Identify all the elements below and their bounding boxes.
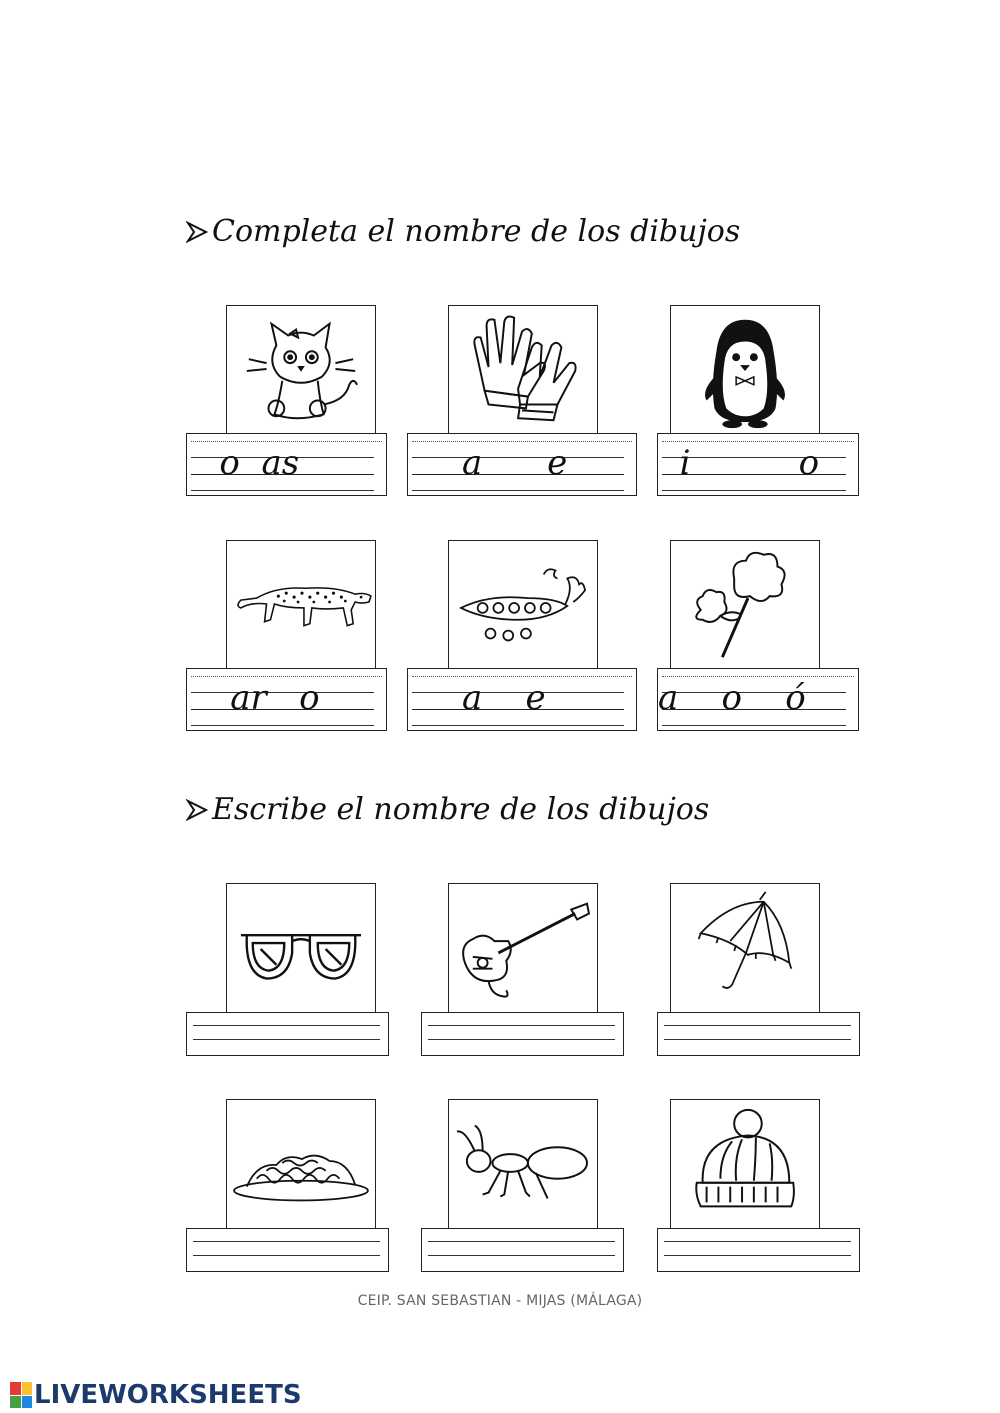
picture-ant xyxy=(448,1099,598,1229)
complete-answer-box-1[interactable] xyxy=(186,433,387,496)
given-letters: a o ó xyxy=(658,678,806,718)
write-answer-box-2[interactable] xyxy=(421,1012,624,1056)
write-answer-box-6[interactable] xyxy=(657,1228,860,1272)
liveworksheets-brand[interactable] xyxy=(10,1380,302,1410)
section-heading-write xyxy=(186,792,709,827)
picture-guitar xyxy=(448,883,598,1013)
picture-spaghetti xyxy=(226,1099,376,1229)
given-letters: o as xyxy=(187,443,300,483)
logo-square xyxy=(22,1396,33,1409)
arrow-bullet-icon xyxy=(186,221,208,243)
picture-penguin xyxy=(670,305,820,435)
heading-text: Completa el nombre de los dibujos xyxy=(212,214,741,249)
complete-answer-box-3[interactable] xyxy=(657,433,859,496)
complete-answer-box-6[interactable] xyxy=(657,668,859,731)
logo-square xyxy=(10,1382,21,1395)
write-answer-box-3[interactable] xyxy=(657,1012,860,1056)
arrow-bullet-icon xyxy=(186,799,208,821)
given-letters: i o xyxy=(658,443,820,483)
write-answer-box-4[interactable] xyxy=(186,1228,389,1272)
complete-answer-box-4[interactable] xyxy=(186,668,387,731)
complete-answer-box-2[interactable] xyxy=(407,433,637,496)
logo-square xyxy=(22,1382,33,1395)
write-answer-box-1[interactable] xyxy=(186,1012,389,1056)
picture-gloves xyxy=(448,305,598,435)
picture-umbrella xyxy=(670,883,820,1013)
complete-answer-box-5[interactable] xyxy=(407,668,637,731)
picture-cotton-flower xyxy=(670,540,820,670)
school-footer: CEIP. SAN SEBASTIAN - MIJAS (MÁLAGA) xyxy=(357,1293,643,1309)
picture-peas xyxy=(448,540,598,670)
picture-kitten xyxy=(226,305,376,435)
given-letters: a e xyxy=(408,678,546,718)
logo-square xyxy=(10,1396,21,1409)
brand-logo-icon xyxy=(10,1382,32,1408)
brand-name: LIVEWORKSHEETS xyxy=(34,1380,302,1410)
picture-glasses xyxy=(226,883,376,1013)
given-letters: ar o xyxy=(187,678,320,718)
write-answer-box-5[interactable] xyxy=(421,1228,624,1272)
section-heading-complete xyxy=(186,214,740,249)
picture-wool-hat xyxy=(670,1099,820,1229)
heading-text: Escribe el nombre de los dibujos xyxy=(212,792,710,827)
picture-leopard xyxy=(226,540,376,670)
given-letters: a e xyxy=(408,443,568,483)
